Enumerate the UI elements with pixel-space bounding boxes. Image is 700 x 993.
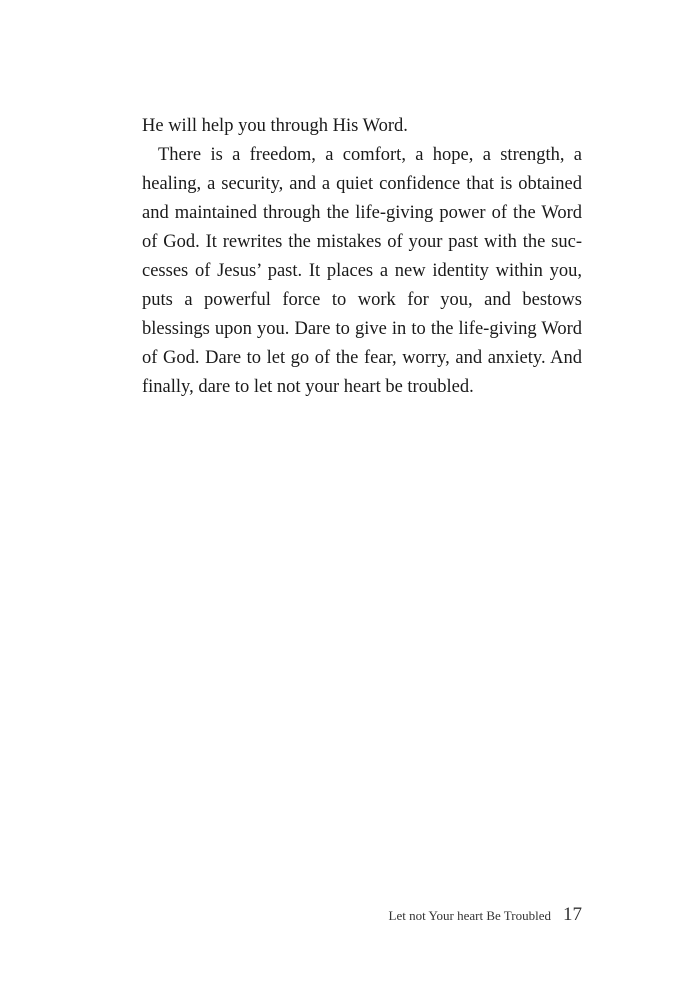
page-number: 17 — [563, 904, 582, 925]
page-footer — [389, 904, 583, 926]
paragraph: There is a freedom, a comfort, a hope, a strength, a healing, a security, and a quiet confidence that is obtained and maintained through the life-giving power of the Word of God. It rewrites the mistakes of your past with the suc-cesses of Jesus’ past. It places a new identity within you, puts a powerful force to work for you, and bestows blessings upon you. Dare to give in to the life-giving Word of God. Dare to let go of the fear, worry, and anxiety. And finally, dare to let not your heart be troubled. — [142, 145, 582, 397]
running-title: Let not Your heart Be Troubled — [388, 908, 551, 923]
body-text — [142, 112, 582, 402]
paragraph-continuation: He will help you through His Word. — [142, 116, 408, 136]
